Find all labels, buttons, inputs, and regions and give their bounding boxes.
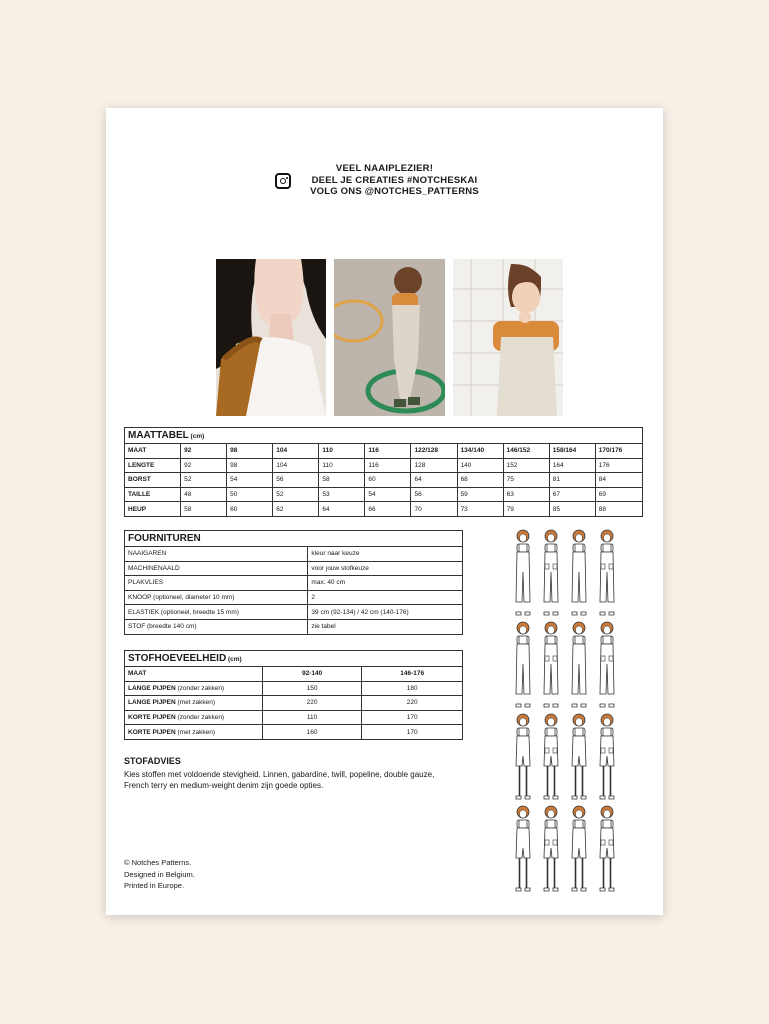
stof-row bbox=[125, 725, 463, 740]
row-label-note: (met zakken) bbox=[175, 728, 216, 736]
table-cell: 134/140 bbox=[457, 444, 503, 459]
row-label: LENGTE bbox=[125, 458, 181, 473]
item-value: zie tabel bbox=[308, 619, 463, 634]
stofhoeveelheid-title: STOFHOEVEELHEID (cm) bbox=[125, 651, 463, 667]
item-value: kleur naar keuze bbox=[308, 547, 463, 562]
table-cell: 56 bbox=[411, 487, 457, 502]
row-label: TAILLE bbox=[125, 487, 181, 502]
table-cell: 63 bbox=[503, 487, 549, 502]
table-cell: 60 bbox=[227, 502, 273, 517]
maattabel-row bbox=[125, 502, 643, 517]
garment-figure bbox=[600, 806, 614, 891]
row-label: HEUP bbox=[125, 502, 181, 517]
table-cell: 67 bbox=[549, 487, 595, 502]
row-label-note: (met zakken) bbox=[175, 699, 216, 707]
table-cell: 150 bbox=[262, 681, 362, 696]
garment-figure bbox=[600, 714, 614, 799]
stofadvies-title: STOFADVIES bbox=[124, 756, 181, 766]
item-value: max. 40 cm bbox=[308, 576, 463, 591]
table-cell: 58 bbox=[319, 473, 365, 488]
item-name: KNOOP (optioneel, diameter 10 mm) bbox=[125, 590, 308, 605]
row-label-note: (zonder zakken) bbox=[175, 714, 225, 722]
garment-figure bbox=[600, 622, 614, 707]
photo-child-tiles bbox=[453, 259, 563, 416]
item-name: PLAKVLIES bbox=[125, 576, 308, 591]
table-cell: 180 bbox=[362, 681, 463, 696]
table-cell: 70 bbox=[411, 502, 457, 517]
fournituren-row bbox=[125, 590, 463, 605]
garment-figure bbox=[544, 806, 558, 891]
table-cell: 66 bbox=[365, 502, 411, 517]
table-cell: 59 bbox=[457, 487, 503, 502]
fournituren-row bbox=[125, 547, 463, 562]
row-label-main: KORTE PIJPEN bbox=[128, 714, 176, 722]
garment-figure bbox=[516, 530, 530, 615]
garment-figure bbox=[572, 806, 586, 891]
table-cell: 52 bbox=[273, 487, 319, 502]
table-cell: 54 bbox=[227, 473, 273, 488]
table-cell: 110 bbox=[319, 444, 365, 459]
garment-figure bbox=[572, 714, 586, 799]
column-header: MAAT bbox=[125, 667, 263, 682]
table-cell: 152 bbox=[503, 458, 549, 473]
row-label-note: (zonder zakken) bbox=[175, 684, 225, 692]
fournituren-row bbox=[125, 576, 463, 591]
garment-illustrations bbox=[508, 528, 628, 898]
stofadvies-text: Kies stoffen met voldoende stevigheid. Linnen, gabardine, twill, popeline, double gauze, French terry en medium-weight denim zijn goede opties. bbox=[124, 770, 435, 790]
garment-figure bbox=[572, 622, 586, 707]
garment-figure bbox=[544, 622, 558, 707]
row-label bbox=[125, 681, 263, 696]
photo-child-hula-hoop bbox=[334, 259, 445, 416]
table-cell: 164 bbox=[549, 458, 595, 473]
table-cell: 176 bbox=[595, 458, 642, 473]
item-value: 2 bbox=[308, 590, 463, 605]
table-cell: 170 bbox=[362, 725, 463, 740]
item-value: voor jouw stofkeuze bbox=[308, 561, 463, 576]
table-cell: 53 bbox=[319, 487, 365, 502]
table-cell: 220 bbox=[362, 696, 463, 711]
table-cell: 79 bbox=[503, 502, 549, 517]
item-value: 39 cm (92-134) / 42 cm (140-176) bbox=[308, 605, 463, 620]
table-cell: 48 bbox=[181, 487, 227, 502]
table-cell: 58 bbox=[181, 502, 227, 517]
fournituren-row bbox=[125, 619, 463, 634]
garment-figure bbox=[544, 714, 558, 799]
stof-row bbox=[125, 681, 463, 696]
table-cell: 110 bbox=[262, 710, 362, 725]
photo-girl-closeup bbox=[216, 259, 326, 416]
copyright-line-1: © Notches Patterns. bbox=[124, 858, 192, 867]
row-label bbox=[125, 710, 263, 725]
garment-figure bbox=[544, 530, 558, 615]
garment-figure bbox=[600, 530, 614, 615]
table-cell: 69 bbox=[595, 487, 642, 502]
maattabel-row bbox=[125, 487, 643, 502]
table-cell: 98 bbox=[227, 444, 273, 459]
copyright-line-3: Printed in Europe. bbox=[124, 881, 185, 890]
table-cell: 104 bbox=[273, 444, 319, 459]
fournituren-table bbox=[124, 530, 463, 635]
header bbox=[106, 163, 663, 198]
maattabel-title: MAATTABEL (cm) bbox=[125, 428, 643, 444]
fournituren-title: FOURNITUREN bbox=[125, 531, 463, 547]
table-cell: 81 bbox=[549, 473, 595, 488]
table-cell: 104 bbox=[273, 458, 319, 473]
table-cell: 75 bbox=[503, 473, 549, 488]
maattabel-row bbox=[125, 458, 643, 473]
item-name: ELASTIEK (optioneel, breedte 15 mm) bbox=[125, 605, 308, 620]
garment-figure bbox=[516, 622, 530, 707]
row-label bbox=[125, 696, 263, 711]
table-cell: 110 bbox=[319, 458, 365, 473]
table-cell: 158/164 bbox=[549, 444, 595, 459]
row-label-main: LANGE PIJPEN bbox=[128, 699, 176, 707]
header-line-2: DEEL JE CREATIES #NOTCHESKAI bbox=[311, 174, 478, 186]
table-cell: 50 bbox=[227, 487, 273, 502]
item-name: NAAIGAREN bbox=[125, 547, 308, 562]
copyright-line-2: Designed in Belgium. bbox=[124, 869, 195, 879]
item-name: STOF (breedte 140 cm) bbox=[125, 619, 308, 634]
table-cell: 85 bbox=[549, 502, 595, 517]
row-label-main: KORTE PIJPEN bbox=[128, 728, 176, 736]
table-cell: 116 bbox=[365, 458, 411, 473]
table-cell: 140 bbox=[457, 458, 503, 473]
table-cell: 62 bbox=[273, 502, 319, 517]
table-cell: 92 bbox=[181, 458, 227, 473]
row-label: BORST bbox=[125, 473, 181, 488]
table-cell: 52 bbox=[181, 473, 227, 488]
maattabel-row bbox=[125, 473, 643, 488]
garment-figure bbox=[516, 806, 530, 891]
row-label: MAAT bbox=[125, 444, 181, 459]
table-cell: 88 bbox=[595, 502, 642, 517]
garment-figure bbox=[572, 530, 586, 615]
table-cell: 73 bbox=[457, 502, 503, 517]
table-cell: 122/128 bbox=[411, 444, 457, 459]
column-header: 146-176 bbox=[362, 667, 463, 682]
table-cell: 146/152 bbox=[503, 444, 549, 459]
garment-figure bbox=[516, 714, 530, 799]
table-cell: 128 bbox=[411, 458, 457, 473]
stofhoeveelheid-table bbox=[124, 650, 463, 740]
row-label bbox=[125, 725, 263, 740]
table-cell: 84 bbox=[595, 473, 642, 488]
item-name: MACHINENAALD bbox=[125, 561, 308, 576]
table-cell: 54 bbox=[365, 487, 411, 502]
stof-row bbox=[125, 710, 463, 725]
table-cell: 98 bbox=[227, 458, 273, 473]
table-cell: 220 bbox=[262, 696, 362, 711]
copyright bbox=[124, 857, 195, 892]
table-cell: 64 bbox=[411, 473, 457, 488]
header-line-3: VOLG ONS @NOTCHES_PATTERNS bbox=[310, 186, 479, 197]
table-cell: 92 bbox=[181, 444, 227, 459]
table-cell: 160 bbox=[262, 725, 362, 740]
table-cell: 56 bbox=[273, 473, 319, 488]
maattabel-row bbox=[125, 444, 643, 459]
stof-row bbox=[125, 696, 463, 711]
stof-header-row bbox=[125, 667, 463, 682]
table-cell: 64 bbox=[319, 502, 365, 517]
table-cell: 170 bbox=[362, 710, 463, 725]
fournituren-row bbox=[125, 605, 463, 620]
table-cell: 170/176 bbox=[595, 444, 642, 459]
maattabel-table bbox=[124, 427, 643, 517]
header-line-1: VEEL NAAIPLEZIER! bbox=[335, 163, 434, 174]
column-header: 92-140 bbox=[262, 667, 362, 682]
table-cell: 60 bbox=[365, 473, 411, 488]
table-cell: 68 bbox=[457, 473, 503, 488]
table-cell: 116 bbox=[365, 444, 411, 459]
row-label-main: LANGE PIJPEN bbox=[128, 684, 176, 692]
fournituren-row bbox=[125, 561, 463, 576]
pattern-sheet bbox=[106, 108, 663, 915]
